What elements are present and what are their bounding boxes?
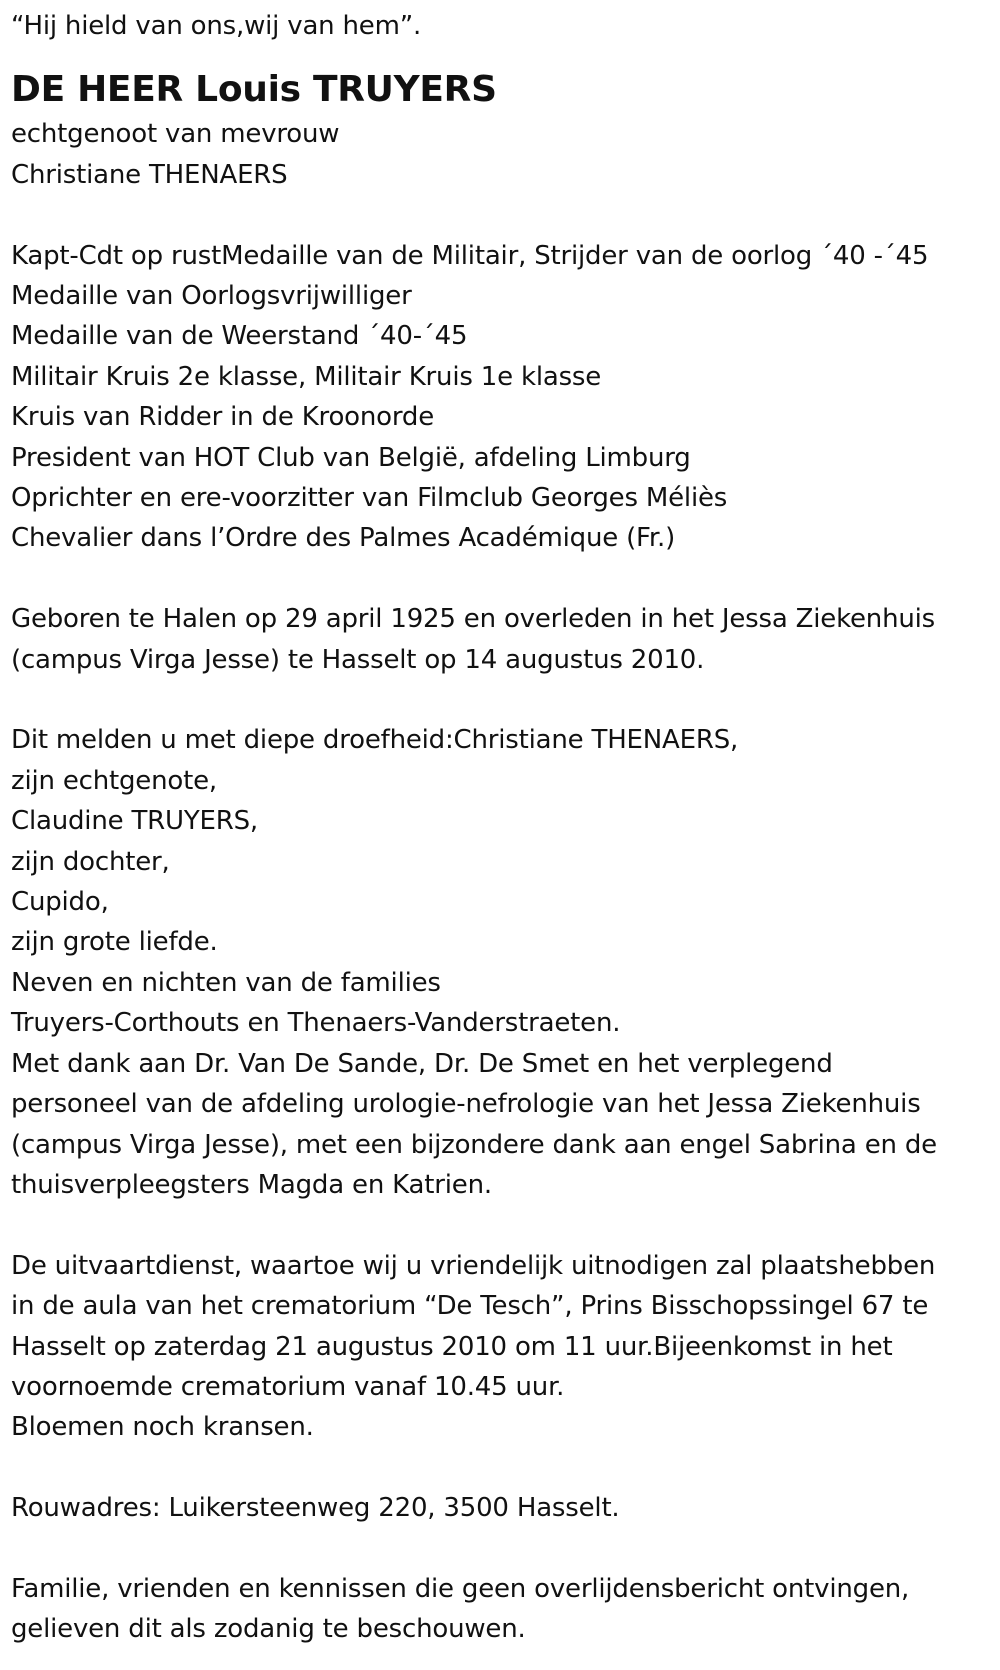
announcement-line: Neven en nichten van de families (11, 967, 441, 998)
announcement-line: Cupido, (11, 887, 109, 918)
announcement-line: personeel van de afdeling urologie-nefrologie van het Jessa Ziekenhuis (11, 1089, 921, 1120)
announcement-block (11, 720, 1000, 1205)
funeral-line: Hasselt op zaterdag 21 augustus 2010 om 11 uur.Bijeenkomst in het (11, 1331, 893, 1362)
announcement-line: zijn echtgenote, (11, 765, 217, 796)
announcement-line: zijn dochter, (11, 846, 170, 877)
distinction-line: Oprichter en ere-voorzitter van Filmclub Georges Méliès (11, 483, 728, 514)
birth-death-line: Geboren te Halen op 29 april 1925 en overleden in het Jessa Ziekenhuis (11, 604, 936, 635)
funeral-line: voornoemde crematorium vanaf 10.45 uur. (11, 1371, 565, 1402)
birth-death-line: (campus Virga Jesse) te Hasselt op 14 augustus 2010. (11, 644, 705, 675)
birth-death-block (11, 599, 1000, 680)
announcement-line: zijn grote liefde. (11, 927, 218, 958)
announcement-line: Met dank aan Dr. Van De Sande, Dr. De Smet en het verplegend (11, 1048, 833, 1079)
closing-block (11, 1569, 1000, 1650)
distinction-line: Chevalier dans l’Ordre des Palmes Académique (Fr.) (11, 523, 676, 554)
distinction-line: Medaille van Oorlogsvrijwilliger (11, 281, 412, 312)
announcement-line: thuisverpleegsters Magda en Katrien. (11, 1169, 492, 1200)
distinction-line: Medaille van de Weerstand ´40-´45 (11, 321, 468, 352)
spouse-line: Christiane THENAERS (11, 159, 288, 190)
closing-line: gelieven dit als zodanig te beschouwen. (11, 1614, 526, 1645)
funeral-line: in de aula van het crematorium “De Tesch”, Prins Bisschopssingel 67 te (11, 1291, 929, 1322)
deceased-name-title: DE HEER Louis TRUYERS (11, 69, 497, 111)
closing-line: Familie, vrienden en kennissen die geen overlijdensbericht ontvingen, (11, 1573, 910, 1604)
distinction-line: Militair Kruis 2e klasse, Militair Kruis 1e klasse (11, 361, 602, 392)
announcement-line: Claudine TRUYERS, (11, 806, 258, 837)
announcement-line: (campus Virga Jesse), met een bijzondere dank aan engel Sabrina en de (11, 1129, 937, 1160)
mourning-address: Rouwadres: Luikersteenweg 220, 3500 Hasselt. (11, 1493, 620, 1524)
distinction-line: President van HOT Club van België, afdeling Limburg (11, 442, 691, 473)
distinction-line: Kapt-Cdt op rustMedaille van de Militair, Strijder van de oorlog ´40 -´45 (11, 240, 929, 271)
funeral-line: Bloemen noch kransen. (11, 1412, 314, 1443)
distinction-line: Kruis van Ridder in de Kroonorde (11, 402, 434, 433)
announcement-line: Dit melden u met diepe droefheid:Christiane THENAERS, (11, 725, 739, 756)
distinctions-block (11, 236, 1000, 559)
announcement-line: Truyers-Corthouts en Thenaers-Vanderstraeten. (11, 1008, 621, 1039)
quote: “Hij hield van ons,wij van hem”. (11, 11, 422, 41)
funeral-block (11, 1246, 1000, 1448)
spouse-block (11, 114, 1000, 195)
funeral-line: De uitvaartdienst, waartoe wij u vriendelijk uitnodigen zal plaatshebben (11, 1250, 936, 1281)
spouse-line: echtgenoot van mevrouw (11, 119, 340, 150)
